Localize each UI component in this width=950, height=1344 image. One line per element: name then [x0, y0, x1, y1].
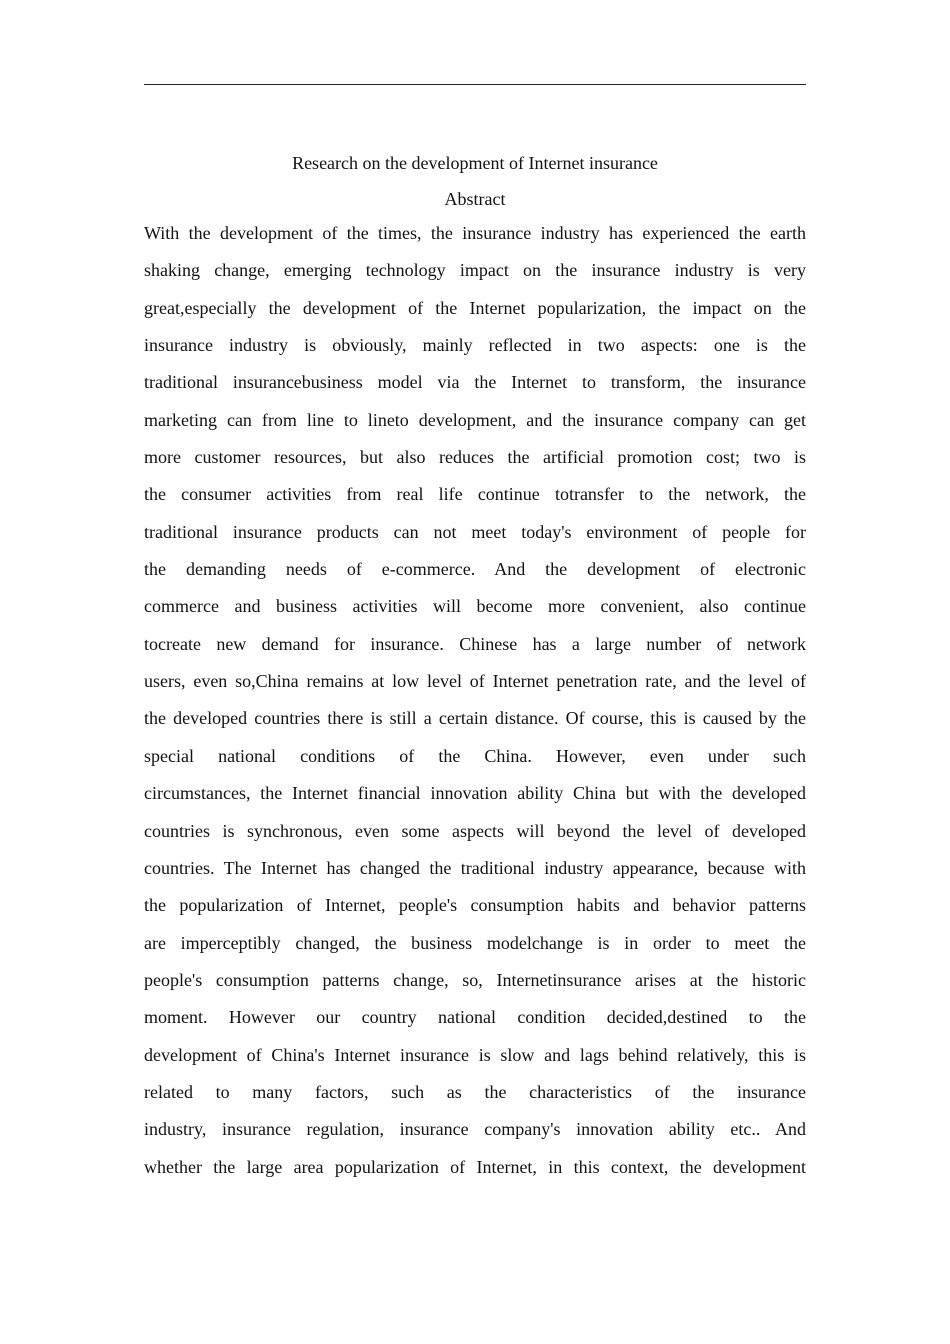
abstract-line: traditional insurancebusiness model via the Internet to transform, the insurance: [144, 372, 806, 393]
document-title: Research on the development of Internet insurance: [292, 153, 658, 173]
abstract-line: people's consumption patterns change, so, Internetinsurance arises at the historic: [144, 969, 806, 990]
abstract-line: great,especially the development of the Internet popularization, the impact on the: [144, 297, 806, 318]
abstract-line: insurance industry is obviously, mainly reflected in two aspects: one is the: [144, 335, 806, 356]
abstract-line: the consumer activities from real life continue totransfer to the network, the: [144, 484, 806, 505]
abstract-line: industry, insurance regulation, insurance company's innovation ability etc.. And: [144, 1119, 806, 1140]
header-rule: [144, 84, 806, 85]
abstract-line: circumstances, the Internet financial innovation ability China but with the developed: [144, 783, 806, 804]
abstract-line: shaking change, emerging technology impact on the insurance industry is very: [144, 260, 806, 281]
abstract-line: traditional insurance products can not meet today's environment of people for: [144, 521, 806, 542]
abstract-line: the popularization of Internet, people's consumption habits and behavior patterns: [144, 895, 806, 916]
abstract-line: With the development of the times, the insurance industry has experienced the earth: [144, 223, 806, 243]
abstract-line: countries is synchronous, even some aspects will beyond the level of developed: [144, 820, 806, 841]
abstract-line: are imperceptibly changed, the business modelchange is in order to meet the: [144, 932, 806, 953]
abstract-line: tocreate new demand for insurance. Chinese has a large number of network: [144, 633, 806, 654]
abstract-line: whether the large area popularization of Internet, in this context, the development: [144, 1156, 806, 1177]
abstract-line: users, even so,China remains at low level of Internet penetration rate, and the level of: [144, 671, 806, 692]
abstract-line: moment. However our country national condition decided,destined to the: [144, 1007, 806, 1028]
abstract-line: development of China's Internet insurance is slow and lags behind relatively, this is: [144, 1044, 806, 1065]
abstract-body: [144, 215, 806, 1186]
abstract-line: countries. The Internet has changed the traditional industry appearance, because with: [144, 857, 806, 878]
abstract-line: the demanding needs of e-commerce. And the development of electronic: [144, 559, 806, 580]
abstract-heading: Abstract: [444, 189, 506, 209]
abstract-line: more customer resources, but also reduces the artificial promotion cost; two is: [144, 447, 806, 468]
abstract-line: the developed countries there is still a certain distance. Of course, this is caused by the: [144, 708, 806, 729]
abstract-line: related to many factors, such as the characteristics of the insurance: [144, 1081, 806, 1102]
abstract-line: marketing can from line to lineto development, and the insurance company can get: [144, 409, 806, 430]
abstract-line: special national conditions of the China. However, even under such: [144, 745, 806, 766]
abstract-line: commerce and business activities will become more convenient, also continue: [144, 596, 806, 617]
